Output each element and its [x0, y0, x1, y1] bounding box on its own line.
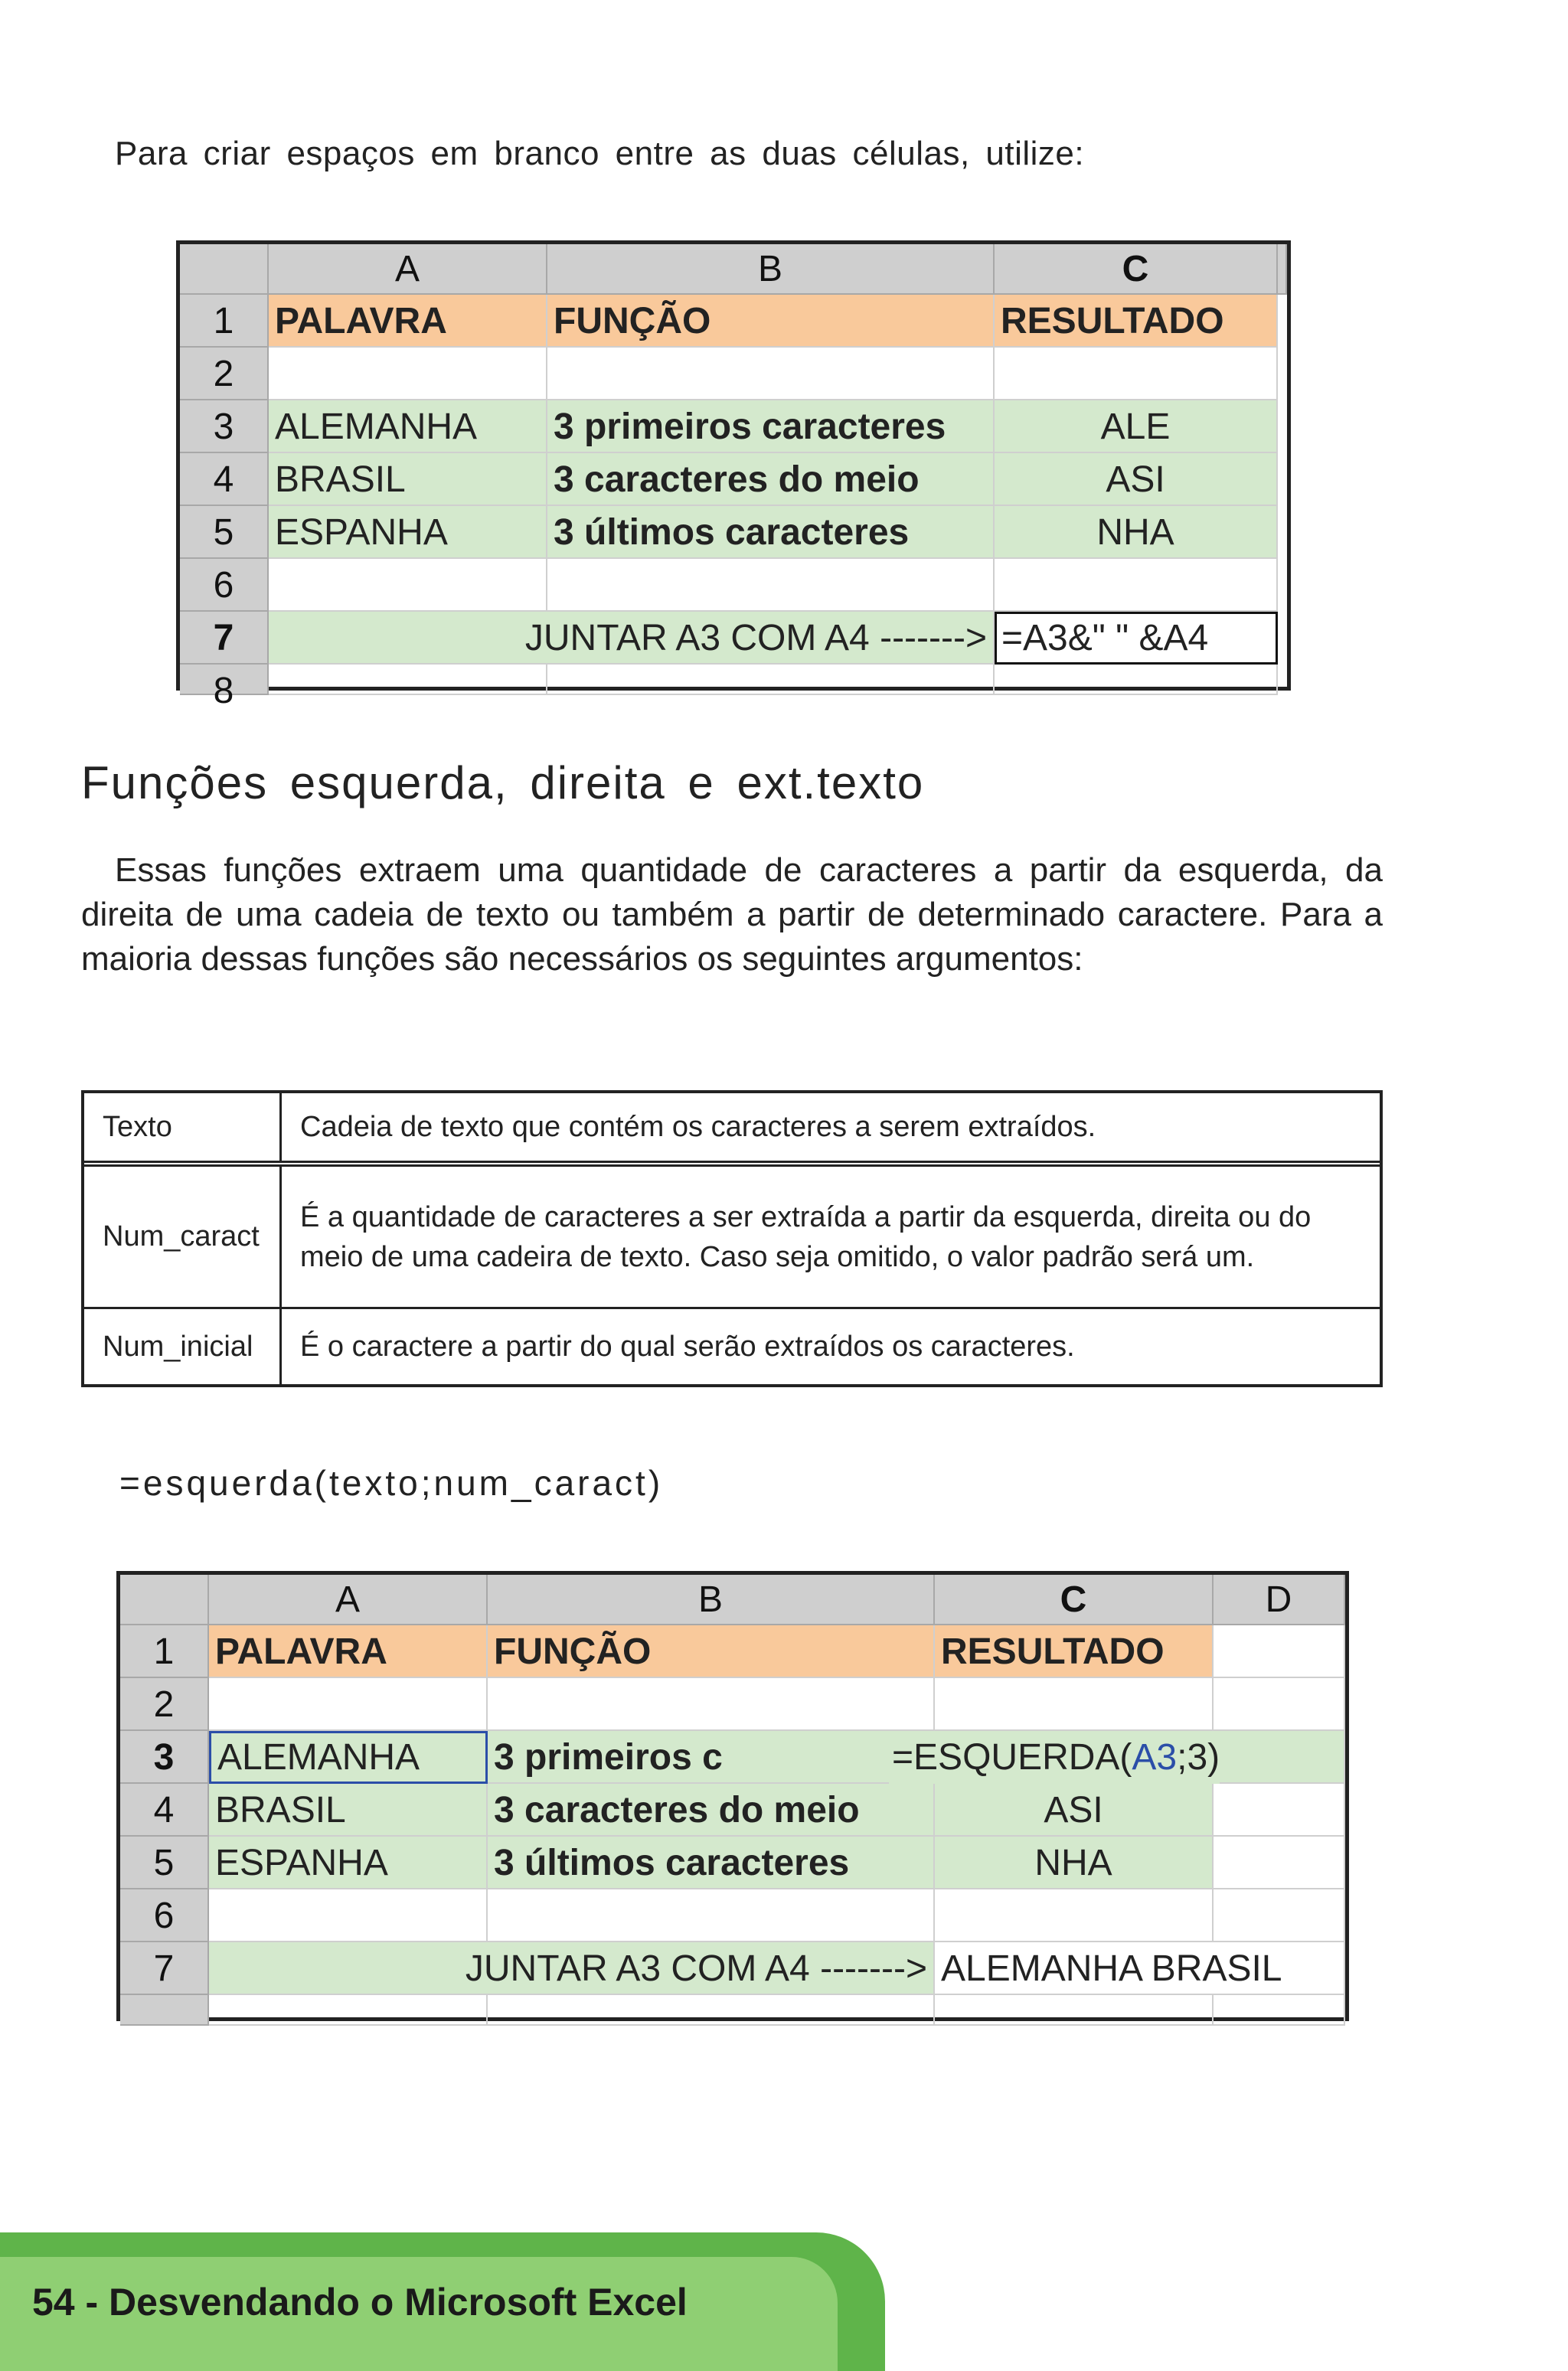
arguments-table	[81, 1090, 1383, 1387]
cell-a5[interactable]: ESPANHA	[209, 1837, 488, 1889]
cell-b4[interactable]: 3 caracteres do meio	[488, 1784, 935, 1837]
row-header-1[interactable]: 1	[120, 1625, 209, 1678]
row-header-6[interactable]: 6	[120, 1889, 209, 1942]
row-header-6[interactable]: 6	[180, 559, 269, 612]
column-header-edge	[1278, 244, 1287, 295]
column-header-d[interactable]: D	[1214, 1575, 1345, 1625]
cell-d4[interactable]	[1214, 1784, 1345, 1837]
cell-b5[interactable]: 3 últimos caracteres	[488, 1837, 935, 1889]
row-header-5[interactable]: 5	[180, 506, 269, 559]
cell-b1[interactable]: FUNÇÃO	[547, 295, 995, 348]
row-header-7[interactable]: 7	[120, 1942, 209, 1995]
section-heading: Funções esquerda, direita e ext.texto	[81, 757, 925, 808]
column-header-c[interactable]: C	[935, 1575, 1214, 1625]
cell-b1[interactable]: FUNÇÃO	[488, 1625, 935, 1678]
column-header-a[interactable]: A	[209, 1575, 488, 1625]
spreadsheet-concat-example	[176, 240, 1291, 711]
cell-a4[interactable]: BRASIL	[209, 1784, 488, 1837]
cell-c4[interactable]: ASI	[995, 453, 1278, 506]
cell-b6[interactable]	[488, 1889, 935, 1942]
cell-d8[interactable]	[1214, 1995, 1345, 2026]
cell-c3[interactable]: ALE	[995, 400, 1278, 453]
cell-c8[interactable]	[935, 1995, 1214, 2026]
row-header-3[interactable]: 3	[120, 1731, 209, 1784]
row-header-8[interactable]	[120, 1995, 209, 2026]
row-header-1[interactable]: 1	[180, 295, 269, 348]
cell-a4[interactable]: BRASIL	[269, 453, 547, 506]
cell-b8[interactable]	[488, 1995, 935, 2026]
cell-b3[interactable]: 3 primeiros caracteres	[547, 400, 995, 453]
argument-name: Num_caract	[84, 1167, 282, 1307]
cell-d2[interactable]	[1214, 1678, 1345, 1731]
argument-description: Cadeia de texto que contém os caracteres a serem extraídos.	[300, 1111, 1096, 1143]
cell-b6[interactable]	[547, 559, 995, 612]
argument-description: É o caractere a partir do qual serão extraídos os caracteres.	[300, 1331, 1075, 1363]
cell-d6[interactable]	[1214, 1889, 1345, 1942]
cell-b4[interactable]: 3 caracteres do meio	[547, 453, 995, 506]
cell-c7-formula[interactable]: =A3&" " &A4	[995, 612, 1278, 665]
cell-c1[interactable]: RESULTADO	[935, 1625, 1214, 1678]
row-header-8[interactable]: 8	[180, 665, 269, 695]
cell-a8[interactable]	[269, 665, 547, 695]
paragraph-text: Essas funções extraem uma quantidade de caracteres a partir da esquerda, da direita de uma cadeia de texto ou também a partir de determinado caractere. Para a maioria dessas funções são necessários os seguintes argumentos:	[81, 851, 1383, 978]
column-header-c[interactable]: C	[995, 244, 1278, 295]
cell-a2[interactable]	[209, 1678, 488, 1731]
cell-d1[interactable]	[1214, 1625, 1345, 1678]
spreadsheet-esquerda-example	[116, 1571, 1349, 2021]
cell-c7-result[interactable]: ALEMANHA BRASIL	[935, 1942, 1345, 1995]
cell-a1[interactable]: PALAVRA	[269, 295, 547, 348]
column-header-b[interactable]: B	[488, 1575, 935, 1625]
row-header-2[interactable]: 2	[180, 348, 269, 400]
column-header-b[interactable]: B	[547, 244, 995, 295]
cell-a7-merged-label[interactable]: JUNTAR A3 COM A4 ------->	[269, 612, 995, 665]
cell-a1[interactable]: PALAVRA	[209, 1625, 488, 1678]
cell-c2[interactable]	[995, 348, 1278, 400]
cell-d5[interactable]	[1214, 1837, 1345, 1889]
cell-c5[interactable]: NHA	[935, 1837, 1214, 1889]
cell-c1[interactable]: RESULTADO	[995, 295, 1278, 348]
footer-page-label: 54 - Desvendando o Microsoft Excel	[32, 2281, 688, 2324]
cell-a6[interactable]	[209, 1889, 488, 1942]
cell-a3-referenced[interactable]: ALEMANHA	[209, 1731, 488, 1784]
section-paragraph	[81, 848, 1383, 981]
formula-edit-text	[889, 1731, 1220, 1784]
argument-name: Num_inicial	[84, 1309, 282, 1384]
cell-b2[interactable]	[488, 1678, 935, 1731]
row-header-4[interactable]: 4	[180, 453, 269, 506]
cell-a6[interactable]	[269, 559, 547, 612]
argument-row-num-inicial	[84, 1309, 1380, 1384]
column-header-a[interactable]: A	[269, 244, 547, 295]
cell-c8[interactable]	[995, 665, 1278, 695]
formula-reference: A3	[1132, 1737, 1178, 1778]
formula-syntax: =esquerda(texto;num_caract)	[119, 1463, 664, 1503]
select-all-corner[interactable]	[180, 244, 269, 295]
cell-b5[interactable]: 3 últimos caracteres	[547, 506, 995, 559]
cell-a2[interactable]	[269, 348, 547, 400]
cell-b2[interactable]	[547, 348, 995, 400]
argument-row-num-caract	[84, 1167, 1380, 1309]
formula-prefix: =ESQUERDA(	[892, 1737, 1132, 1778]
cell-a5[interactable]: ESPANHA	[269, 506, 547, 559]
cell-c6[interactable]	[935, 1889, 1214, 1942]
cell-a3[interactable]: ALEMANHA	[269, 400, 547, 453]
argument-name: Texto	[84, 1093, 282, 1161]
cell-c5[interactable]: NHA	[995, 506, 1278, 559]
row-header-5[interactable]: 5	[120, 1837, 209, 1889]
row-header-3[interactable]: 3	[180, 400, 269, 453]
cell-b8[interactable]	[547, 665, 995, 695]
intro-text: Para criar espaços em branco entre as duas células, utilize:	[115, 135, 1085, 172]
cell-a7-merged-label[interactable]: JUNTAR A3 COM A4 ------->	[209, 1942, 935, 1995]
cell-c6[interactable]	[995, 559, 1278, 612]
cell-c3-editing[interactable]	[892, 1731, 1345, 1784]
argument-description: É a quantidade de caracteres a ser extraída a partir da esquerda, direita ou do meio de uma cadeira de texto. Caso seja omitido, o valor padrão será um.	[300, 1200, 1312, 1273]
row-header-7[interactable]: 7	[180, 612, 269, 665]
cell-a8[interactable]	[209, 1995, 488, 2026]
row-header-4[interactable]: 4	[120, 1784, 209, 1837]
cell-c4[interactable]: ASI	[935, 1784, 1214, 1837]
cell-c2[interactable]	[935, 1678, 1214, 1731]
argument-row-texto	[84, 1093, 1380, 1167]
select-all-corner[interactable]	[120, 1575, 209, 1625]
formula-suffix: ;3)	[1177, 1737, 1220, 1778]
cell-b3-text: 3 primeiros c	[494, 1737, 723, 1778]
row-header-2[interactable]: 2	[120, 1678, 209, 1731]
